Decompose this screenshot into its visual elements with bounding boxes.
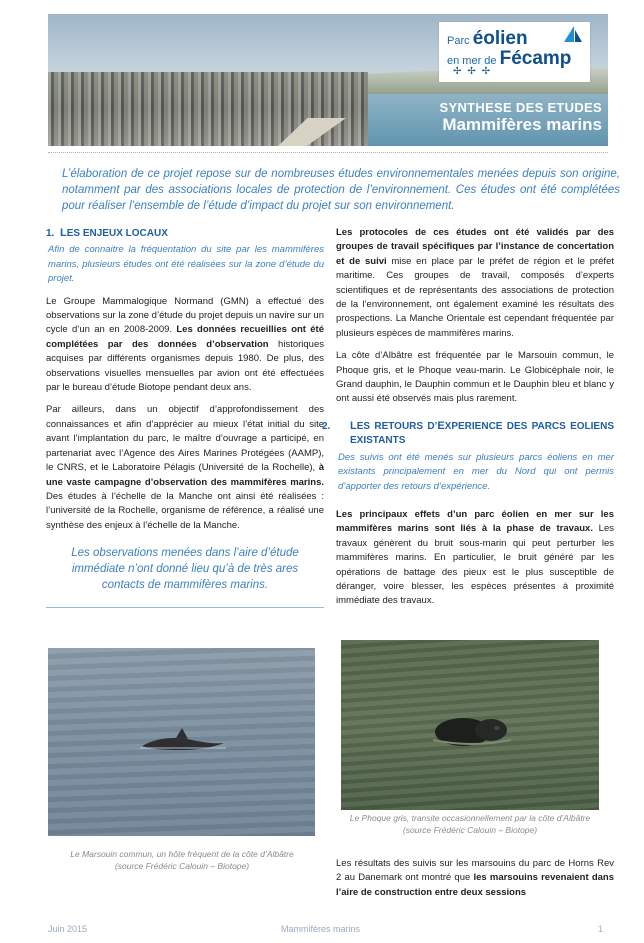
footer-title: Mammifères marins xyxy=(281,924,361,934)
seal-caption: Le Phoque gris, transite occasionnellement par la côte d’Albâtre (source Frédéric Calouin – Biotope) xyxy=(349,813,591,835)
porpoise-icon xyxy=(140,726,226,754)
left-column xyxy=(46,226,324,608)
paragraph-campagne: Par ailleurs, dans un objectif d’approfondissement des connaissances et afin d’apprécier au mieux l’état initial du site avant l’implantation du parc, le maître d’ouvrage a participé, en partenariat avec l’Agence des Aires Marines Protégées (AAMP), le CNRS, et le Laboratoire Pélagis (Université de la Rochelle), à une vaste campagne d’observation des mammifères marins. Des études à l’échelle de la Manche ont ainsi été réalisées : l’université de la Rochelle, organisme de référence, a réalisé une synthèse des enjeux à l’échelle de la Manche. xyxy=(46,404,324,531)
right-column xyxy=(322,226,614,617)
logo-line-2: en mer de Fécamp xyxy=(447,48,572,69)
paragraph-protocoles: Les protocoles de ces études ont été validés par des groupes de travail spécifiques par l’instance de concertation et de suivi mise en place par le préfet de région et le préfet maritime. Ces groupes de travail, composés d’experts scientifiques et de représentants des associations de protection de la l’environnement, ont également examiné les résultats des prospections. La Manche Orientale est cependant fréquentée par plusieurs espèces de mammifères marins. xyxy=(336,227,614,339)
paragraph-gmn: Le Groupe Mammalogique Normand (GMN) a effectué des observations sur la zone d’étude du projet depuis un navire sur un cycle d’un an en 2008-2009. Les données recueillies ont été complétées par des données d’observation historiques acquises par différents organismes depuis 1980. De plus, des observations visuelles mensuelles par avion ont été effectuées par le bureau d’étude Biotope pendant deux ans. xyxy=(46,295,324,394)
seal-icon xyxy=(433,710,511,750)
porpoise-photo xyxy=(48,648,315,836)
grey-seal-photo xyxy=(341,640,599,810)
section-1-title: 1. LES ENJEUX LOCAUX xyxy=(46,227,168,239)
section-2-title: 2. LES RETOURS D’EXPERIENCE DES PARCS EOLIENS EXISTANTS xyxy=(322,419,614,447)
sailboat-icon xyxy=(562,24,584,44)
section-2-lead: Des suivis ont été menés sur plusieurs parcs éoliens en mer existants principalement en mer du Nord qui ont permis d’apporter des retours d’expérience. xyxy=(338,451,614,492)
header-title-box xyxy=(440,100,608,135)
footer-date: Juin 2015 xyxy=(48,924,88,934)
paragraph-effets: Les principaux effets d’un parc éolien en mer sur les mammifères marins sont liés à la phase de travaux. Les travaux génèrent du bruit sous-marin qui peut perturber les mammifères marins. En particulier, le bruit généré par les opérations de battage des pieux est le plus susceptible de déranger, voire blesser, les espèces présentes à proximité immédiate des travaux. xyxy=(336,508,614,607)
header-title: Mammifères marins xyxy=(442,115,602,134)
intro-paragraph: L’élaboration de ce projet repose sur de nombreuses études environnementales menées depuis son origine, notamment par des associations locales de protection de l’environnement. Ces études ont été complétées pour réaliser l’ensemble de l’étude d’impact du projet sur son environnement. xyxy=(62,168,620,212)
paragraph-cote-albatre: La côte d’Albâtre est fréquentée par le Marsouin commun, le Phoque gris, et le Phoque veau-marin. Le Globicéphale noir, le Grand dauphin, le Dauphin commun et le Dauphin bleu et blanc y ont aussi été observés mais plus rarement. xyxy=(336,350,614,405)
page-number: 1 xyxy=(598,924,604,934)
paragraph-horns-rev: Les résultats des suivis sur les marsouins du parc de Horns Rev 2 au Danemark ont montré que les marsouins revenaient dans l’aire de construction entre deux sessions xyxy=(336,858,614,898)
pull-quote: Les observations menées dans l’aire d’étude immédiate n’ont donné lieu qu’à de très ares contacts de mammifères marins. xyxy=(46,541,324,608)
logo-line-1: Parc éolien xyxy=(447,28,528,49)
section-1-lead: Afin de connaitre la fréquentation du site par les mammifères marins, plusieurs études ont été réalisées sur la zone d’étude du projet. xyxy=(48,244,324,285)
header-divider xyxy=(48,152,608,153)
wind-turbine-icons: ✢✢✢ xyxy=(453,66,497,77)
parc-eolien-logo xyxy=(439,22,590,82)
header-kicker: SYNTHESE DES ETUDES xyxy=(439,100,602,115)
porpoise-caption: Le Marsouin commun, un hôte fréquent de la côte d’Albâtre (source Frédéric Calouin – Biotope) xyxy=(70,849,294,871)
